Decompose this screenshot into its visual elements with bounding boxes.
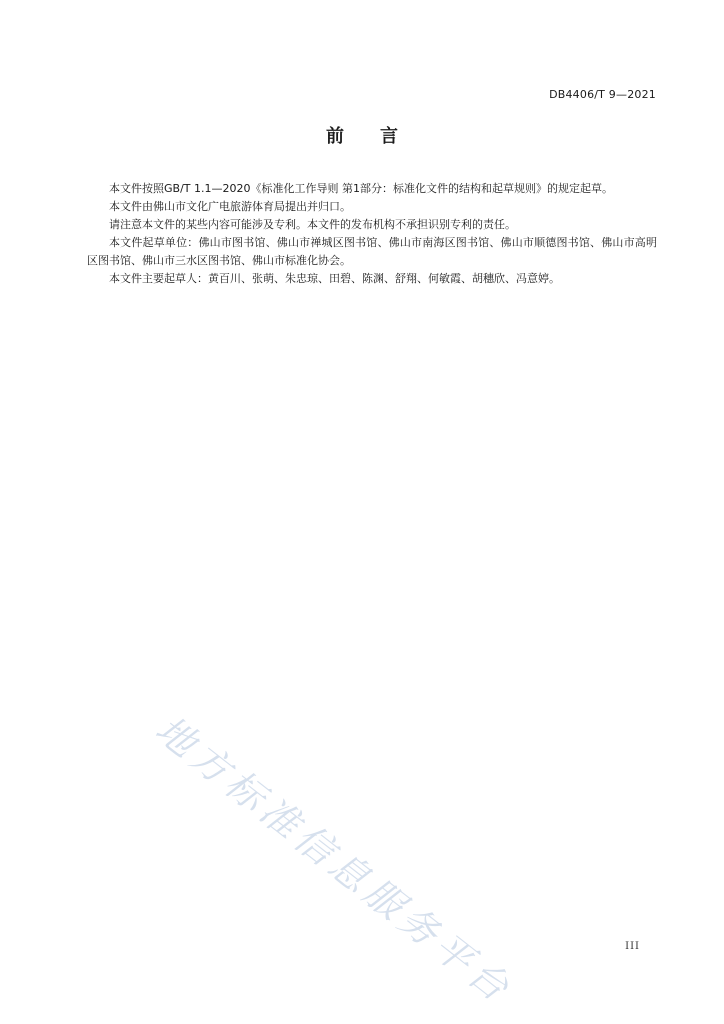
document-code: DB4406/T 9—2021 [549,88,656,101]
watermark: 地方标准信息服务平台 [147,707,522,1013]
paragraph-patent-notice: 请注意本文件的某些内容可能涉及专利。本文件的发布机构不承担识别专利的责任。 [109,218,516,231]
paragraph-drafters: 本文件主要起草人：黄百川、张萌、朱忠琼、田碧、陈渊、舒翔、何敏霞、胡穗欣、冯意婷。 [109,272,560,285]
paragraph-proposer: 本文件由佛山市文化广电旅游体育局提出并归口。 [109,200,351,213]
page-title: 前言 [326,126,434,147]
paragraph-drafting-units: 本文件起草单位：佛山市图书馆、佛山市禅城区图书馆、佛山市南海区图书馆、佛山市顺德图书馆、佛山市高明区图书馆、佛山市三水区图书馆、佛山市标准化协会。 [87,236,657,267]
page-number: III [625,941,640,952]
paragraph-drafting-rules: 本文件按照GB/T 1.1—2020《标准化工作导则 第1部分：标准化文件的结构和起草规则》的规定起草。 [109,182,613,195]
foreword-body [87,180,657,288]
